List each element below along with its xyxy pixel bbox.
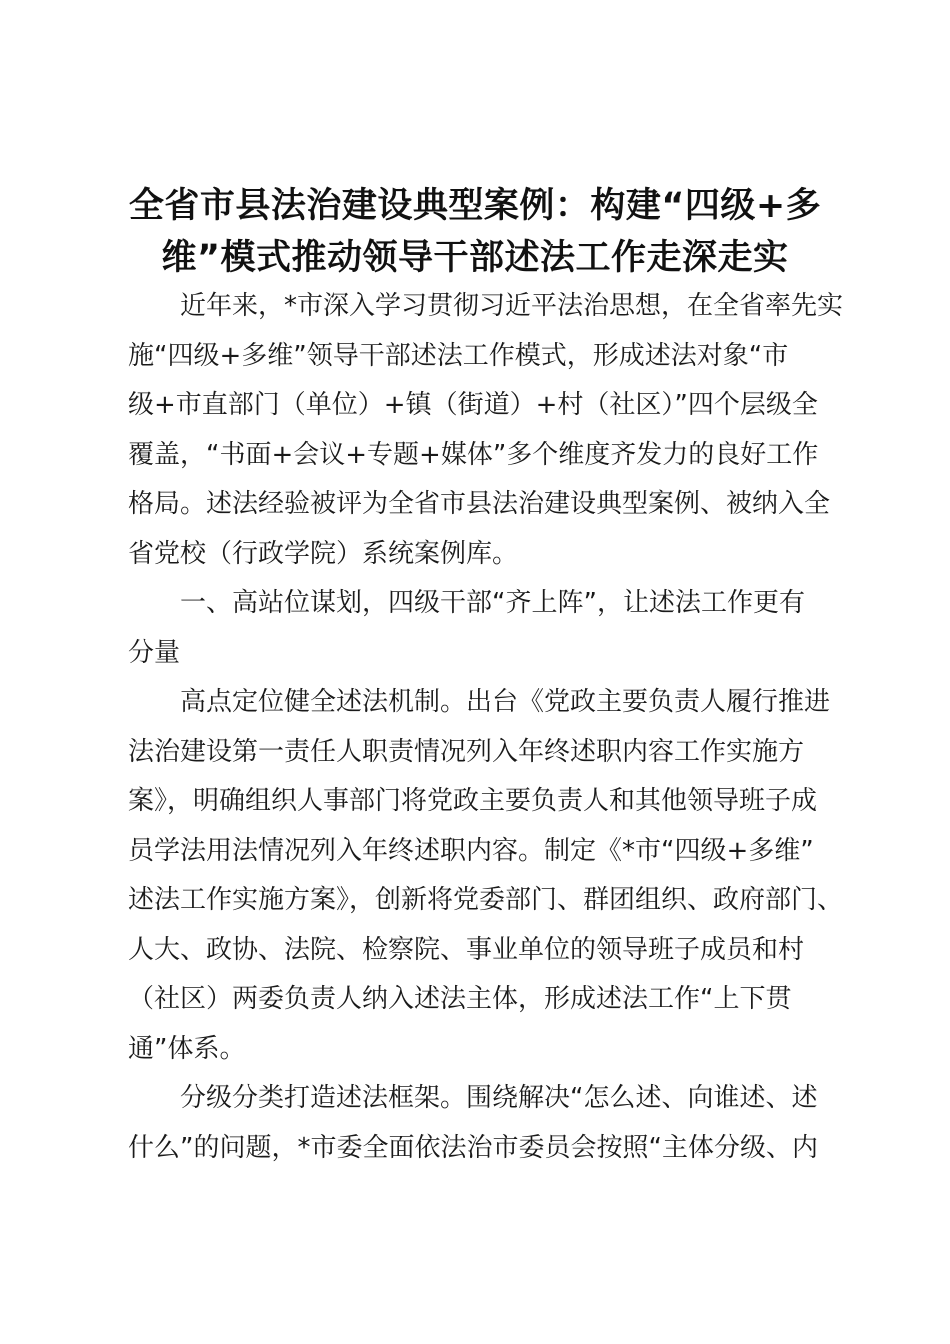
text-line: 通”体系。 bbox=[128, 1033, 246, 1064]
text-line: （社区）两委负责人纳入述法主体，形成述法工作“上下贯 bbox=[128, 984, 792, 1014]
paragraph-framework bbox=[128, 1074, 838, 1173]
text-line: 省党校（行政学院）系统案例库。 bbox=[128, 538, 519, 569]
text-line: 述法工作实施方案》，创新将党委部门、群团组织、政府部门、 bbox=[128, 885, 844, 915]
section-heading bbox=[128, 579, 838, 678]
text-line: 一、高站位谋划，四级干部“齐上阵”，让述法工作更有 bbox=[180, 588, 805, 618]
text-line: 人大、政协、法院、检察院、事业单位的领导班子成员和村 bbox=[128, 934, 805, 965]
text-line: 级+市直部门（单位）+镇（街道）+村（社区）”四个层级全 bbox=[128, 390, 818, 420]
document-body bbox=[128, 282, 844, 1173]
text-line: 分量 bbox=[128, 637, 181, 668]
document-title bbox=[110, 180, 840, 284]
text-line: 分级分类打造述法框架。围绕解决“怎么述、向谁述、述 bbox=[180, 1083, 818, 1113]
text-line: 员学法用法情况列入年终述职内容。制定《*市“四级+多维” bbox=[128, 835, 814, 866]
text-line: 近年来，*市深入学习贯彻习近平法治思想，在全省率先实 bbox=[180, 291, 844, 321]
text-line: 高点定位健全述法机制。出台《党政主要负责人履行推进 bbox=[180, 687, 831, 717]
text-line: 什么”的问题，*市委全面依法治市委员会按照“主体分级、内 bbox=[128, 1132, 818, 1163]
text-line: 施“四级+多维”领导干部述法工作模式，形成述法对象“市 bbox=[128, 340, 789, 371]
title-line: 全省市县法治建设典型案例：构建“四级+多 bbox=[128, 186, 822, 226]
text-line: 格局。述法经验被评为全省市县法治建设典型案例、被纳入全 bbox=[128, 489, 831, 519]
paragraph-intro bbox=[128, 282, 844, 579]
text-line: 覆盖，“书面+会议+专题+媒体”多个维度齐发力的良好工作 bbox=[128, 439, 819, 470]
title-line: 维”模式推动领导干部述法工作走深走实 bbox=[161, 238, 789, 278]
text-line: 案》，明确组织人事部门将党政主要负责人和其他领导班子成 bbox=[128, 786, 818, 816]
paragraph-mechanism bbox=[128, 678, 844, 1074]
text-line: 法治建设第一责任人职责情况列入年终述职内容工作实施方 bbox=[128, 736, 805, 767]
